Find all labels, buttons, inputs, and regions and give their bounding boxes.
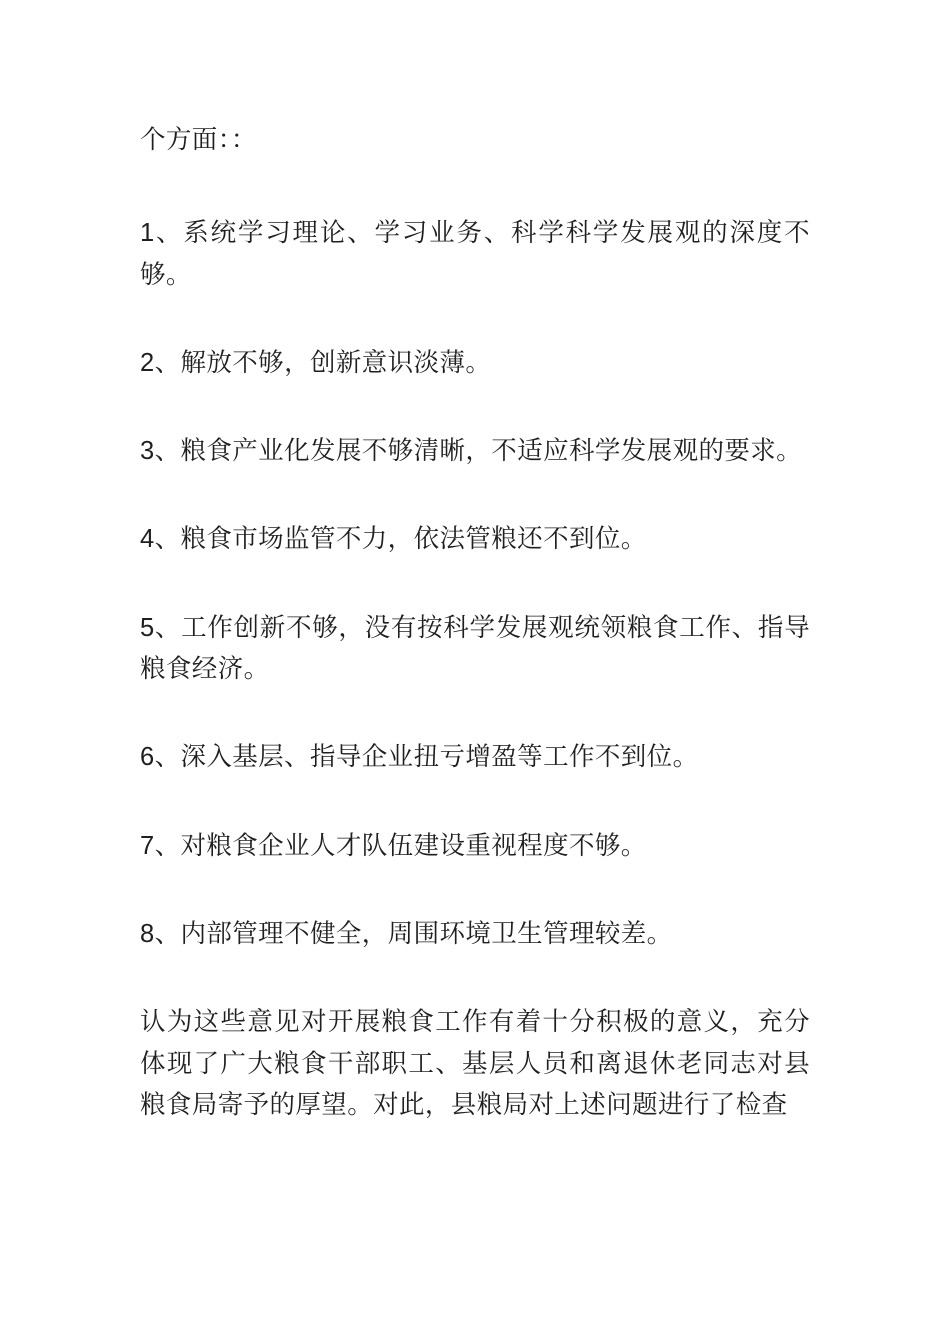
paragraph-item-8: 8、内部管理不健全，周围环境卫生管理较差。 — [140, 919, 673, 948]
paragraph-item-5: 5、工作创新不够，没有按科学发展观统领粮食工作、指导粮食经济。 — [140, 613, 810, 684]
paragraph-item-7: 7、对粮食企业人才队伍建设重视程度不够。 — [140, 831, 647, 860]
paragraph-item-3: 3、粮食产业化发展不够清晰，不适应科学发展观的要求。 — [140, 437, 803, 466]
paragraph-conclusion: 认为这些意见对开展粮食工作有着十分积极的意义，充分体现了广大粮食干部职工、基层人员和离退休老同志对县粮食局寄予的厚望。对此，县粮局对上述问题进行了检查 — [140, 1008, 810, 1119]
paragraph-item-1: 1、系统学习理论、学习业务、科学科学发展观的深度不够。 — [140, 219, 810, 289]
paragraph-item-4: 4、粮食市场监管不力，依法管粮还不到位。 — [140, 525, 647, 554]
paragraph-item-6: 6、深入基层、指导企业扭亏增盈等工作不到位。 — [140, 743, 699, 772]
document-body — [140, 120, 810, 1126]
paragraph-item-2: 2、解放不够，创新意识淡薄。 — [140, 348, 492, 377]
paragraph-intro: 个方面：： — [140, 126, 257, 154]
